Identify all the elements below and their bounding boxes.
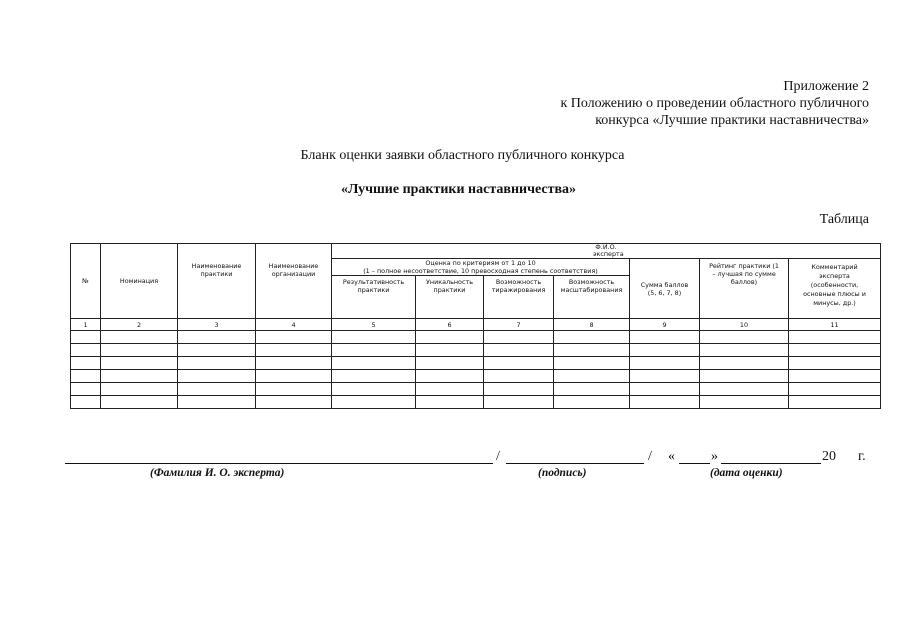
table-cell — [178, 357, 256, 370]
table-label: Таблица — [819, 212, 869, 227]
header-criteria-scale: (1 – полное несоответствие, 10 превосходная степень соответствия) — [363, 267, 598, 275]
table-cell — [332, 396, 416, 409]
table-cell — [789, 396, 881, 409]
table-cell — [484, 357, 554, 370]
table-cell — [484, 383, 554, 396]
date-label: (дата оценки) — [710, 467, 783, 479]
table-row — [71, 383, 881, 396]
evaluation-table — [70, 243, 881, 409]
table-cell — [101, 331, 178, 344]
table-row — [71, 344, 881, 357]
header-sum — [630, 259, 700, 319]
header-uniqueness: Уникальность практики — [416, 276, 484, 319]
date-quote-close: » — [711, 449, 718, 464]
table-cell — [256, 344, 332, 357]
table-cell — [71, 383, 101, 396]
table-cell — [630, 370, 700, 383]
signature-label: (подпись) — [538, 467, 587, 479]
slash: / — [496, 449, 500, 464]
appendix-header — [560, 78, 869, 129]
header-scaling: Возможность масштабирования — [554, 276, 630, 319]
header-criteria-title: Оценка по критериям от 1 до 10 — [425, 259, 536, 267]
table-cell — [332, 344, 416, 357]
table-cell — [630, 396, 700, 409]
table-cell — [416, 344, 484, 357]
table-cell — [416, 383, 484, 396]
table-cell — [789, 370, 881, 383]
header-rating-text: Рейтинг практики (1 – лучшая по сумме баллов) — [709, 262, 779, 286]
appendix-line: конкурса «Лучшие практики наставничества» — [595, 113, 869, 128]
table-cell — [71, 344, 101, 357]
table-cell — [101, 396, 178, 409]
table-cell — [700, 357, 789, 370]
table-cell — [256, 396, 332, 409]
column-number: 8 — [554, 319, 630, 331]
table-cell — [554, 370, 630, 383]
header-practice-name: Наименование практики — [178, 244, 256, 319]
table-cell — [484, 370, 554, 383]
table-cell — [484, 344, 554, 357]
table-cell — [554, 357, 630, 370]
table-cell — [256, 331, 332, 344]
header-effectiveness: Результативность практики — [332, 276, 416, 319]
header-organization-name: Наименование организации — [256, 244, 332, 319]
table-cell — [256, 357, 332, 370]
date-quote-open: « — [668, 449, 675, 464]
table-cell — [416, 331, 484, 344]
table-cell — [630, 344, 700, 357]
table-cell — [178, 383, 256, 396]
table-row — [71, 396, 881, 409]
table-cell — [554, 331, 630, 344]
header-number: № — [71, 244, 101, 319]
table-cell — [178, 396, 256, 409]
column-number-row — [71, 319, 881, 331]
table-cell — [178, 344, 256, 357]
table-cell — [630, 383, 700, 396]
table-cell — [789, 383, 881, 396]
table-cell — [71, 396, 101, 409]
table-cell — [101, 370, 178, 383]
header-sum-columns: (5, 6, 7, 8) — [647, 288, 682, 297]
table-cell — [700, 383, 789, 396]
table-cell — [630, 331, 700, 344]
header-expert-name — [332, 244, 881, 259]
table-row — [71, 331, 881, 344]
table-cell — [101, 344, 178, 357]
table-cell — [789, 357, 881, 370]
table-cell — [700, 396, 789, 409]
table-cell — [630, 357, 700, 370]
column-number: 5 — [332, 319, 416, 331]
column-number: 4 — [256, 319, 332, 331]
appendix-title: Приложение 2 — [783, 79, 869, 94]
table-cell — [554, 383, 630, 396]
table-row — [71, 357, 881, 370]
day-line — [679, 463, 710, 464]
expert-name-label: (Фамилия И. О. эксперта) — [150, 467, 285, 479]
table-cell — [700, 370, 789, 383]
table-cell — [71, 357, 101, 370]
header-comment-text: Комментарий эксперта (особенности, основные плюсы и минусы, др.) — [803, 263, 866, 307]
column-number: 6 — [416, 319, 484, 331]
year-suffix: г. — [858, 449, 866, 464]
table-cell — [484, 396, 554, 409]
header-expert-text: Ф.И.О. эксперта — [593, 243, 624, 258]
header-rating — [700, 259, 789, 319]
table-row — [71, 370, 881, 383]
table-cell — [178, 331, 256, 344]
table-cell — [256, 370, 332, 383]
table-cell — [416, 370, 484, 383]
contest-name: «Лучшие практики наставничества» — [340, 182, 577, 197]
header-criteria — [332, 259, 630, 276]
expert-name-line — [65, 463, 493, 464]
table-cell — [178, 370, 256, 383]
column-number: 1 — [71, 319, 101, 331]
table-cell — [332, 357, 416, 370]
table-cell — [554, 344, 630, 357]
table-cell — [101, 383, 178, 396]
table-cell — [332, 370, 416, 383]
blank-rows — [71, 331, 881, 409]
appendix-line: к Положению о проведении областного публичного — [560, 96, 869, 111]
table-cell — [789, 331, 881, 344]
column-number: 10 — [700, 319, 789, 331]
table-cell — [789, 344, 881, 357]
slash: / — [648, 449, 652, 464]
table-cell — [484, 331, 554, 344]
header-nomination: Номинация — [101, 244, 178, 319]
table-cell — [71, 331, 101, 344]
column-number: 11 — [789, 319, 881, 331]
table-cell — [71, 370, 101, 383]
form-title: Бланк оценки заявки областного публичного конкурса — [300, 148, 625, 163]
table-cell — [332, 383, 416, 396]
header-replication: Возможность тиражирования — [484, 276, 554, 319]
table-cell — [416, 357, 484, 370]
year-prefix: 20 — [822, 449, 836, 464]
header-sum-title: Сумма баллов — [640, 280, 689, 289]
table-cell — [416, 396, 484, 409]
signature-line — [506, 463, 644, 464]
table-cell — [700, 331, 789, 344]
table-cell — [554, 396, 630, 409]
header-comment — [789, 259, 881, 319]
month-line — [721, 463, 821, 464]
table-cell — [332, 331, 416, 344]
table-cell — [101, 357, 178, 370]
table-cell — [256, 383, 332, 396]
column-number: 2 — [101, 319, 178, 331]
column-number: 3 — [178, 319, 256, 331]
table-cell — [700, 344, 789, 357]
column-number: 9 — [630, 319, 700, 331]
column-number: 7 — [484, 319, 554, 331]
